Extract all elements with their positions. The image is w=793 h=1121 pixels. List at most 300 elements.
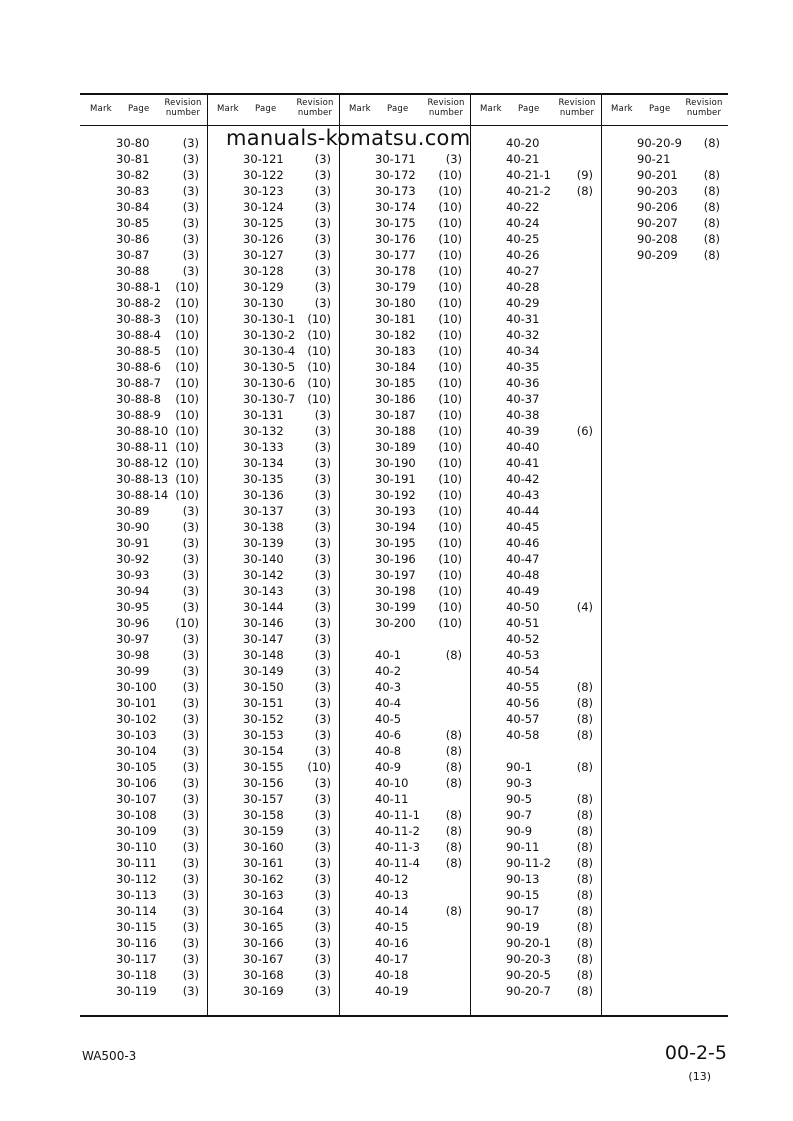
revision-cell: (3) <box>314 920 331 934</box>
table-row <box>470 135 601 151</box>
page-cell: 40-3 <box>375 680 402 694</box>
table-row <box>470 279 601 295</box>
page-cell: 30-102 <box>116 712 157 726</box>
page-cell: 30-143 <box>243 584 284 598</box>
page-cell: 40-41 <box>506 456 540 470</box>
revision-cell: (3) <box>182 216 199 230</box>
table-row <box>80 199 207 215</box>
page-cell: 30-98 <box>116 648 150 662</box>
page-cell: 30-86 <box>116 232 150 246</box>
revision-cell: (3) <box>182 680 199 694</box>
revision-cell: (3) <box>182 952 199 966</box>
table-row <box>80 951 207 967</box>
page-cell: 30-158 <box>243 808 284 822</box>
table-row <box>339 279 470 295</box>
page-cell: 30-129 <box>243 280 284 294</box>
table-row <box>339 983 470 999</box>
page-cell: 30-196 <box>375 552 416 566</box>
page-cell: 30-88 <box>116 264 150 278</box>
page-cell: 30-142 <box>243 568 284 582</box>
page-cell: 40-46 <box>506 536 540 550</box>
table-row <box>470 551 601 567</box>
page-cell: 40-29 <box>506 296 540 310</box>
table-row <box>339 663 470 679</box>
table-row <box>80 647 207 663</box>
revision-cell: (8) <box>576 728 593 742</box>
revision-cell: (3) <box>182 936 199 950</box>
revision-cell: (10) <box>175 296 199 310</box>
page-cell: 40-11 <box>375 792 409 806</box>
table-row <box>339 375 470 391</box>
page-cell: 90-20-7 <box>506 984 551 998</box>
page-cell: 40-24 <box>506 216 540 230</box>
revision-cell: (3) <box>314 600 331 614</box>
page-cell: 30-88-8 <box>116 392 161 406</box>
page-cell: 40-18 <box>375 968 409 982</box>
table-row <box>470 823 601 839</box>
page-cell: 40-51 <box>506 616 540 630</box>
page-cell: 40-19 <box>375 984 409 998</box>
page-cell: 30-111 <box>116 856 157 870</box>
table-row <box>207 519 339 535</box>
page-cell: 40-47 <box>506 552 540 566</box>
page-cell: 30-133 <box>243 440 284 454</box>
page-cell: 30-135 <box>243 472 284 486</box>
table-row <box>207 391 339 407</box>
page-cell: 30-150 <box>243 680 284 694</box>
revision-cell: (3) <box>182 136 199 150</box>
table-row <box>207 711 339 727</box>
revision-cell: (8) <box>576 712 593 726</box>
revision-cell: (10) <box>438 328 462 342</box>
table-row <box>207 343 339 359</box>
table-row <box>470 375 601 391</box>
header-revision <box>161 98 205 118</box>
revision-cell: (10) <box>438 312 462 326</box>
table-row <box>339 295 470 311</box>
revision-cell: (8) <box>576 872 593 886</box>
revision-cell: (10) <box>438 456 462 470</box>
table-row <box>207 231 339 247</box>
page-cell: 30-80 <box>116 136 150 150</box>
table-row <box>80 823 207 839</box>
table-row <box>470 423 601 439</box>
revision-cell: (3) <box>314 696 331 710</box>
table-row <box>339 391 470 407</box>
page-cell: 30-81 <box>116 152 150 166</box>
revision-cell: (3) <box>182 248 199 262</box>
page-cell: 30-88-12 <box>116 456 169 470</box>
table-row <box>470 407 601 423</box>
page-cell: 30-88-6 <box>116 360 161 374</box>
page-cell: 30-190 <box>375 456 416 470</box>
page-cell: 40-39 <box>506 424 540 438</box>
revision-cell: (10) <box>438 200 462 214</box>
revision-cell: (10) <box>175 408 199 422</box>
page-cell: 30-147 <box>243 632 284 646</box>
revision-cell: (3) <box>182 872 199 886</box>
table-row <box>601 231 728 247</box>
table-column-1 <box>80 95 208 1015</box>
revision-cell: (3) <box>314 936 331 950</box>
revision-cell: (3) <box>314 440 331 454</box>
page-cell: 30-152 <box>243 712 284 726</box>
revision-cell: (3) <box>314 824 331 838</box>
page-cell: 30-134 <box>243 456 284 470</box>
table-row <box>207 327 339 343</box>
page-cell: 30-163 <box>243 888 284 902</box>
table-row <box>207 855 339 871</box>
table-row <box>339 935 470 951</box>
table-row <box>207 487 339 503</box>
revision-cell: (3) <box>314 184 331 198</box>
page-cell: 30-154 <box>243 744 284 758</box>
revision-cell: (8) <box>576 680 593 694</box>
page-cell: 40-25 <box>506 232 540 246</box>
revision-cell: (3) <box>182 760 199 774</box>
revision-cell: (3) <box>314 728 331 742</box>
table-row <box>339 791 470 807</box>
page-cell: 40-37 <box>506 392 540 406</box>
table-row <box>470 535 601 551</box>
table-row <box>80 871 207 887</box>
page-cell: 30-91 <box>116 536 150 550</box>
revision-cell: (8) <box>576 840 593 854</box>
table-row <box>470 503 601 519</box>
header-revision-line2: number <box>165 108 201 118</box>
revision-cell: (3) <box>182 664 199 678</box>
table-row <box>601 183 728 199</box>
header-revision-line2: number <box>686 108 722 118</box>
page-cell: 90-5 <box>506 792 533 806</box>
table-row <box>80 535 207 551</box>
revision-cell: (8) <box>445 840 462 854</box>
table-row <box>207 359 339 375</box>
table-row <box>207 807 339 823</box>
revision-cell: (3) <box>182 264 199 278</box>
table-row <box>80 407 207 423</box>
table-row <box>339 743 470 759</box>
revision-cell: (8) <box>445 760 462 774</box>
page-cell: 90-201 <box>637 168 678 182</box>
table-row <box>207 967 339 983</box>
revision-cell: (10) <box>438 296 462 310</box>
page-cell: 30-115 <box>116 920 157 934</box>
page-cell: 40-6 <box>375 728 402 742</box>
table-row <box>80 983 207 999</box>
page-cell: 30-88-14 <box>116 488 169 502</box>
page-cell: 90-20-9 <box>637 136 682 150</box>
table-row <box>339 407 470 423</box>
page-cell: 30-149 <box>243 664 284 678</box>
page-cell: 40-40 <box>506 440 540 454</box>
table-row <box>339 487 470 503</box>
header-revision <box>555 98 599 118</box>
table-row <box>207 615 339 631</box>
revision-cell: (8) <box>703 200 720 214</box>
table-row <box>339 215 470 231</box>
page-cell: 30-146 <box>243 616 284 630</box>
table-row <box>470 295 601 311</box>
revision-cell: (3) <box>182 792 199 806</box>
page-cell: 30-82 <box>116 168 150 182</box>
page-cell: 40-2 <box>375 664 402 678</box>
page-cell: 40-20 <box>506 136 540 150</box>
page-cell: 30-118 <box>116 968 157 982</box>
page-cell: 30-171 <box>375 152 416 166</box>
page-cell: 40-27 <box>506 264 540 278</box>
table-row <box>339 615 470 631</box>
revision-cell: (3) <box>182 920 199 934</box>
revision-cell: (3) <box>182 904 199 918</box>
page-cell: 90-208 <box>637 232 678 246</box>
revision-cell: (3) <box>182 808 199 822</box>
table-column-2 <box>207 95 340 1015</box>
revision-cell: (10) <box>438 360 462 374</box>
model-name: WA500-3 <box>82 1049 137 1063</box>
table-row <box>339 727 470 743</box>
header-mark: Mark <box>611 104 633 114</box>
page-cell: 30-132 <box>243 424 284 438</box>
revision-cell: (3) <box>314 712 331 726</box>
header-mark: Mark <box>480 104 502 114</box>
page-cell: 30-97 <box>116 632 150 646</box>
revision-cell: (3) <box>182 568 199 582</box>
revision-cell: (3) <box>314 856 331 870</box>
revision-cell: (3) <box>314 568 331 582</box>
page-cell: 30-85 <box>116 216 150 230</box>
page-cell: 40-17 <box>375 952 409 966</box>
page-cell: 30-167 <box>243 952 284 966</box>
page-cell: 30-88-3 <box>116 312 161 326</box>
revision-cell: (10) <box>438 264 462 278</box>
page-cell: 30-92 <box>116 552 150 566</box>
table-row <box>339 695 470 711</box>
page-cell: 30-131 <box>243 408 284 422</box>
revision-cell: (3) <box>314 744 331 758</box>
page-cell: 30-105 <box>116 760 157 774</box>
page-cell: 30-104 <box>116 744 157 758</box>
page-cell: 30-176 <box>375 232 416 246</box>
revision-cell: (10) <box>438 552 462 566</box>
page-cell: 40-58 <box>506 728 540 742</box>
table-row <box>470 807 601 823</box>
revision-cell: (8) <box>576 792 593 806</box>
revision-cell: (8) <box>445 904 462 918</box>
table-row <box>80 551 207 567</box>
revision-cell: (3) <box>182 600 199 614</box>
table-row <box>80 391 207 407</box>
table-row <box>80 935 207 951</box>
page-cell: 30-199 <box>375 600 416 614</box>
page-cell: 30-84 <box>116 200 150 214</box>
revision-cell: (3) <box>314 488 331 502</box>
revision-cell: (3) <box>314 984 331 998</box>
page-cell: 40-10 <box>375 776 409 790</box>
revision-cell: (3) <box>314 248 331 262</box>
header-page: Page <box>387 104 409 114</box>
page-cell: 30-103 <box>116 728 157 742</box>
table-row <box>80 695 207 711</box>
revision-cell: (8) <box>703 248 720 262</box>
page-cell: 40-11-3 <box>375 840 420 854</box>
revision-cell: (8) <box>445 744 462 758</box>
page-cell: 90-207 <box>637 216 678 230</box>
table-row <box>80 455 207 471</box>
table-row <box>339 711 470 727</box>
revision-cell: (3) <box>182 152 199 166</box>
revision-cell: (10) <box>175 360 199 374</box>
table-row <box>80 423 207 439</box>
table-row <box>80 855 207 871</box>
table-row <box>470 759 601 775</box>
page-cell: 30-137 <box>243 504 284 518</box>
table-row <box>207 263 339 279</box>
revision-cell: (8) <box>576 904 593 918</box>
page-cell: 40-32 <box>506 328 540 342</box>
table-row <box>339 679 470 695</box>
table-row <box>339 327 470 343</box>
table-row <box>339 343 470 359</box>
table-row <box>470 487 601 503</box>
page-cell: 40-21 <box>506 152 540 166</box>
table-row <box>470 599 601 615</box>
table-row <box>207 871 339 887</box>
page-cell: 30-161 <box>243 856 284 870</box>
revision-cell: (3) <box>182 888 199 902</box>
page-cell: 30-157 <box>243 792 284 806</box>
page-cell: 30-88-4 <box>116 328 161 342</box>
page-cell: 40-14 <box>375 904 409 918</box>
table-row <box>207 439 339 455</box>
table-row <box>80 727 207 743</box>
page-cell: 90-20-3 <box>506 952 551 966</box>
table-row <box>207 951 339 967</box>
page-cell: 30-124 <box>243 200 284 214</box>
page-cell: 40-22 <box>506 200 540 214</box>
table-row <box>470 743 601 759</box>
table-row <box>470 231 601 247</box>
page-cell: 30-184 <box>375 360 416 374</box>
table-row <box>207 183 339 199</box>
page-cell: 40-55 <box>506 680 540 694</box>
watermark[interactable]: manuals-komatsu.com <box>226 126 471 150</box>
page-cell: 40-50 <box>506 600 540 614</box>
table-row <box>207 663 339 679</box>
table-row <box>470 615 601 631</box>
table-row <box>470 855 601 871</box>
revision-cell: (8) <box>576 936 593 950</box>
page-cell: 40-42 <box>506 472 540 486</box>
revision-cell: (10) <box>438 168 462 182</box>
header-page: Page <box>255 104 277 114</box>
revision-cell: (10) <box>438 344 462 358</box>
page-cell: 30-189 <box>375 440 416 454</box>
table-row <box>80 167 207 183</box>
page-cell: 30-89 <box>116 504 150 518</box>
table-row <box>80 775 207 791</box>
page-cell: 30-164 <box>243 904 284 918</box>
table-row <box>80 359 207 375</box>
revision-cell: (10) <box>175 344 199 358</box>
page-cell: 40-11-1 <box>375 808 420 822</box>
page-cell: 40-11-4 <box>375 856 420 870</box>
revision-cell: (8) <box>445 648 462 662</box>
table-row <box>80 519 207 535</box>
table-row <box>339 551 470 567</box>
table-row <box>207 727 339 743</box>
table-row <box>80 663 207 679</box>
page-cell: 30-113 <box>116 888 157 902</box>
revision-cell: (8) <box>576 184 593 198</box>
page-cell: 30-88-10 <box>116 424 169 438</box>
page-cell: 40-38 <box>506 408 540 422</box>
revision-cell: (3) <box>314 872 331 886</box>
table-row <box>339 839 470 855</box>
table-row <box>339 151 470 167</box>
page-cell: 30-153 <box>243 728 284 742</box>
revision-cell: (3) <box>182 824 199 838</box>
table-row <box>207 199 339 215</box>
table-row <box>207 311 339 327</box>
revision-cell: (3) <box>445 152 462 166</box>
page-cell: 40-12 <box>375 872 409 886</box>
page-cell: 30-90 <box>116 520 150 534</box>
table-row <box>80 263 207 279</box>
page-cell: 40-57 <box>506 712 540 726</box>
page-cell: 30-140 <box>243 552 284 566</box>
table-row <box>470 583 601 599</box>
revision-cell: (10) <box>438 504 462 518</box>
table-row <box>470 935 601 951</box>
page-cell: 30-123 <box>243 184 284 198</box>
page-cell: 30-187 <box>375 408 416 422</box>
table-row <box>470 183 601 199</box>
revision-cell: (3) <box>182 856 199 870</box>
table-row <box>470 247 601 263</box>
revision-cell: (10) <box>175 312 199 326</box>
header-page: Page <box>518 104 540 114</box>
revision-cell: (10) <box>175 440 199 454</box>
header-revision-line2: number <box>559 108 595 118</box>
table-row <box>80 583 207 599</box>
table-row <box>207 567 339 583</box>
table-row <box>207 503 339 519</box>
table-row <box>470 215 601 231</box>
table-row <box>80 439 207 455</box>
page-cell: 30-193 <box>375 504 416 518</box>
table-row <box>80 343 207 359</box>
page-cell: 40-31 <box>506 312 540 326</box>
page-cell: 30-155 <box>243 760 284 774</box>
table-row <box>601 215 728 231</box>
table-column-4 <box>470 95 602 1015</box>
page-cell: 30-88-5 <box>116 344 161 358</box>
page-cell: 40-4 <box>375 696 402 710</box>
revision-cell: (10) <box>438 600 462 614</box>
page-cell: 90-15 <box>506 888 540 902</box>
revision-cell: (10) <box>438 520 462 534</box>
table-row <box>339 631 470 647</box>
revision-cell: (3) <box>182 520 199 534</box>
table-row <box>339 871 470 887</box>
revision-cell: (3) <box>314 648 331 662</box>
page-cell: 30-192 <box>375 488 416 502</box>
table-row <box>80 615 207 631</box>
revision-cell: (8) <box>576 888 593 902</box>
table-row <box>207 839 339 855</box>
revision-cell: (10) <box>438 616 462 630</box>
